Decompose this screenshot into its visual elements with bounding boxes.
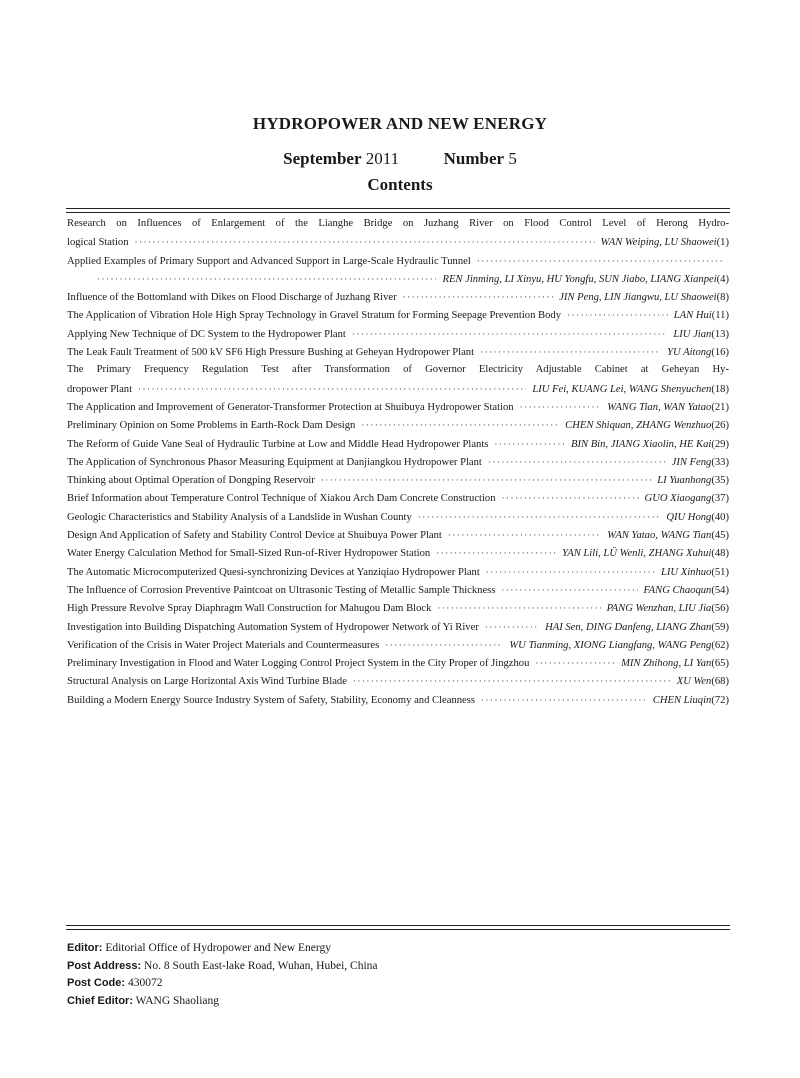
- chief-editor-row: [67, 993, 729, 1011]
- toc-authors: CHEN Shiquan, ZHANG Wenzhuo: [565, 420, 712, 432]
- dot-leader: [138, 380, 526, 398]
- toc-entry: [67, 453, 729, 471]
- toc-page-number: (4): [716, 273, 729, 285]
- dot-leader: [448, 526, 601, 544]
- toc-authors: YAN Lili, LÜ Wenli, ZHANG Xuhui: [562, 548, 712, 560]
- toc-entry: [67, 489, 729, 507]
- toc-title-text: The Application of Vibration Hole High Spray Technology in Gravel Stratum for Forming Seepage Prevention Body: [67, 310, 561, 322]
- toc-title-text: Preliminary Investigation in Flood and Water Logging Control Project System in the City Proper of Jingzhou: [67, 658, 530, 670]
- toc-page-number: (11): [711, 310, 729, 322]
- toc-page-number: (21): [711, 401, 729, 413]
- dot-leader: [535, 654, 615, 672]
- toc-page-number: (26): [711, 420, 729, 432]
- toc-authors: MIN Zhihong, LI Yan: [621, 658, 712, 670]
- toc-page-number: (72): [711, 694, 729, 706]
- toc-title-text: The Reform of Guide Vane Seal of Hydraulic Turbine at Low and Middle Head Hydropower Plants: [67, 438, 489, 450]
- toc-title-text: logical Station: [67, 237, 129, 249]
- toc-page-number: (54): [711, 584, 729, 596]
- toc-title-text: Design And Application of Safety and Stability Control Device at Shuibuya Power Plant: [67, 530, 442, 542]
- toc-entry: [67, 398, 729, 416]
- toc-title-text: Geologic Characteristics and Stability Analysis of a Landslide in Wushan County: [67, 511, 412, 523]
- toc-authors: HAI Sen, DING Danfeng, LIANG Zhan: [545, 621, 712, 633]
- dot-leader: [437, 599, 600, 617]
- dot-leader: [501, 581, 637, 599]
- dot-leader: [353, 672, 671, 690]
- toc-title-text: Investigation into Building Dispatching Automation System of Hydropower Network of Yi River: [67, 621, 479, 633]
- toc-authors: WAN Yatao, WANG Tian: [607, 530, 712, 542]
- toc-entry: [67, 471, 729, 489]
- issue-month: September: [283, 149, 362, 168]
- toc-page-number: (1): [716, 237, 729, 249]
- postcode-value: 430072: [127, 977, 163, 989]
- toc-authors: FANG Chaoqun: [643, 584, 712, 596]
- toc-title-text: Structural Analysis on Large Horizontal Axis Wind Turbine Blade: [67, 676, 347, 688]
- toc-entry: [67, 508, 729, 526]
- toc-title-text: Thinking about Optimal Operation of Dongping Reservoir: [67, 475, 315, 487]
- toc-title-text: dropower Plant: [67, 383, 133, 395]
- toc-authors: BIN Bin, JIANG Xiaolin, HE Kai: [570, 438, 712, 450]
- toc-title-text: The Influence of Corrosion Preventive Paintcoat on Ultrasonic Testing of Metallic Sample Thickness: [67, 584, 496, 596]
- editor-label: Editor:: [67, 942, 103, 954]
- bottom-rule: [66, 925, 730, 926]
- chief-editor-label: Chief Editor:: [67, 994, 133, 1007]
- toc-entry: [67, 672, 729, 690]
- toc-entry: [67, 691, 729, 709]
- table-of-contents: [67, 215, 729, 709]
- toc-page-number: (29): [711, 438, 729, 450]
- toc-authors: REN Jinming, LI Xinyu, HU Yongfu, SUN Jiabo, LIANG Xianpei: [442, 273, 717, 285]
- toc-authors: XU Wen: [676, 676, 712, 688]
- chief-editor-value: WANG Shaoliang: [135, 994, 220, 1007]
- top-rule-inner: [66, 212, 730, 213]
- dot-leader: [361, 416, 559, 434]
- toc-entry: [67, 306, 729, 324]
- toc-page-number: (33): [711, 456, 729, 468]
- toc-entry: [67, 544, 729, 562]
- toc-title-text: Applied Examples of Primary Support and Advanced Support in Large-Scale Hydraulic Tunnel: [67, 255, 471, 267]
- postcode-row: [67, 975, 729, 993]
- toc-entry: [67, 581, 729, 599]
- dot-leader: [480, 343, 661, 361]
- toc-page-number: (35): [711, 475, 729, 487]
- dot-leader: [477, 252, 723, 270]
- toc-entry: [67, 380, 729, 398]
- toc-entry-title-line: [67, 215, 729, 233]
- address-value: No. 8 South East-lake Road, Wuhan, Hubei, China: [144, 959, 378, 972]
- toc-authors: WAN Weiping, LU Shaowei: [600, 237, 717, 249]
- dot-leader: [418, 508, 661, 526]
- toc-entry: [67, 325, 729, 343]
- toc-entry: [67, 563, 729, 581]
- issue-number: 5: [508, 149, 517, 168]
- dot-leader: [494, 435, 565, 453]
- toc-authors: LIU Jian: [673, 328, 712, 340]
- toc-page-number: (40): [711, 511, 729, 523]
- toc-entry: [67, 233, 729, 251]
- toc-authors: QIU Hong: [666, 511, 712, 523]
- toc-page-number: (48): [711, 548, 729, 560]
- toc-page-number: (16): [711, 347, 729, 359]
- toc-page-number: (8): [716, 292, 729, 304]
- toc-entry: [67, 435, 729, 453]
- toc-authors: WU Tianming, XIONG Liangfang, WANG Peng: [509, 639, 712, 651]
- dot-leader: [135, 233, 595, 251]
- toc-authors: JIN Feng: [671, 456, 712, 468]
- dot-leader: [485, 618, 539, 636]
- toc-authors: LI Yuanhong: [657, 475, 712, 487]
- dot-leader: [520, 398, 602, 416]
- issue-year: 2011: [365, 149, 400, 168]
- toc-entry: [67, 618, 729, 636]
- toc-page-number: (37): [711, 493, 729, 505]
- dot-leader: [488, 453, 666, 471]
- dot-leader: [385, 636, 503, 654]
- editorial-info: [67, 940, 729, 1010]
- journal-title: HYDROPOWER AND NEW ENERGY: [252, 114, 548, 133]
- top-rule: [66, 208, 730, 209]
- toc-page-number: (13): [711, 328, 729, 340]
- toc-authors: CHEN Liuqin: [652, 694, 712, 706]
- toc-title-text: Verification of the Crisis in Water Project Materials and Countermeasures: [67, 639, 380, 651]
- dot-leader: [481, 691, 647, 709]
- toc-page-number: (51): [711, 566, 729, 578]
- dot-leader: [436, 544, 556, 562]
- toc-page-number: (56): [711, 603, 729, 615]
- toc-authors: LIU Fei, KUANG Lei, WANG Shenyuchen: [532, 383, 712, 395]
- toc-title-text: Brief Information about Temperature Control Technique of Xiakou Arch Dam Concrete Construction: [67, 493, 496, 505]
- toc-title-text: The Automatic Microcomputerized Quesi-synchronizing Devices at Yanziqiao Hydropower Plant: [67, 566, 480, 578]
- toc-title-text: The Application and Improvement of Generator-Transformer Protection at Shuibuya Hydropower Station: [67, 401, 514, 413]
- toc-page-number: (18): [711, 383, 729, 395]
- dot-leader: [567, 306, 668, 324]
- dot-leader: [486, 563, 655, 581]
- toc-page-number: (65): [711, 658, 729, 670]
- toc-entry: [67, 654, 729, 672]
- contents-heading: Contents: [367, 175, 433, 194]
- dot-leader: [321, 471, 652, 489]
- toc-entry: [67, 416, 729, 434]
- toc-title-text: Building a Modern Energy Source Industry System of Safety, Stability, Economy and Cleanness: [67, 694, 475, 706]
- toc-authors: YU Aitong: [667, 347, 712, 359]
- dot-leader: [403, 288, 554, 306]
- toc-entry: [67, 636, 729, 654]
- dot-leader: [502, 489, 639, 507]
- editor-value: Editorial Office of Hydropower and New Energy: [105, 942, 331, 954]
- toc-title-text: The Application of Synchronous Phasor Measuring Equipment at Danjiangkou Hydropower Plant: [67, 456, 482, 468]
- editor-row: [67, 940, 729, 958]
- address-label: Post Address:: [67, 959, 142, 972]
- toc-page-number: (45): [711, 530, 729, 542]
- toc-entry: [67, 288, 729, 306]
- toc-authors: LIU Xinhuo: [661, 566, 712, 578]
- bottom-rule-inner: [66, 929, 730, 930]
- toc-title-text: Water Energy Calculation Method for Small-Sized Run-of-River Hydropower Station: [67, 548, 431, 560]
- toc-title-text: The Leak Fault Treatment of 500 kV SF6 High Pressure Bushing at Geheyan Hydropower Plant: [67, 347, 475, 359]
- toc-entry: [67, 526, 729, 544]
- postcode-label: Post Code:: [67, 977, 126, 989]
- toc-page-number: (62): [711, 639, 729, 651]
- toc-entry: [67, 252, 729, 270]
- issue-number-label: Number: [443, 149, 505, 168]
- dot-leader: [97, 270, 436, 288]
- toc-entry: [67, 599, 729, 617]
- toc-entry-author-line: [67, 270, 729, 288]
- toc-page-number: (68): [711, 676, 729, 688]
- toc-entry-title-line: [67, 361, 729, 379]
- toc-page-number: (59): [711, 621, 729, 633]
- toc-title-text: Research on Influences of Enlargement of the Lianghe Bridge on Juzhang River on Flood Control Level of Herong Hydro-: [67, 218, 729, 229]
- dot-leader: [352, 325, 667, 343]
- toc-entry: [67, 343, 729, 361]
- toc-authors: LAN Hui: [673, 310, 712, 322]
- issue-line: [0, 149, 800, 169]
- address-row: [67, 958, 729, 976]
- toc-title-text: Preliminary Opinion on Some Problems in Earth-Rock Dam Design: [67, 420, 356, 432]
- toc-authors: PANG Wenzhan, LIU Jia: [606, 603, 712, 615]
- toc-authors: JIN Peng, LIN Jiangwu, LU Shaowei: [559, 292, 717, 304]
- toc-authors: GUO Xiaogang: [644, 493, 712, 505]
- toc-authors: WANG Tian, WAN Yatao: [607, 401, 712, 413]
- toc-title-text: The Primary Frequency Regulation Test after Transformation of Governor Electricity Adjustable Cabinet at Geheyan Hy-: [67, 364, 729, 376]
- toc-title-text: Applying New Technique of DC System to the Hydropower Plant: [67, 328, 346, 340]
- toc-title-text: Influence of the Bottomland with Dikes on Flood Discharge of Juzhang River: [67, 292, 397, 304]
- toc-title-text: High Pressure Revolve Spray Diaphragm Wall Construction for Mahugou Dam Block: [67, 603, 432, 615]
